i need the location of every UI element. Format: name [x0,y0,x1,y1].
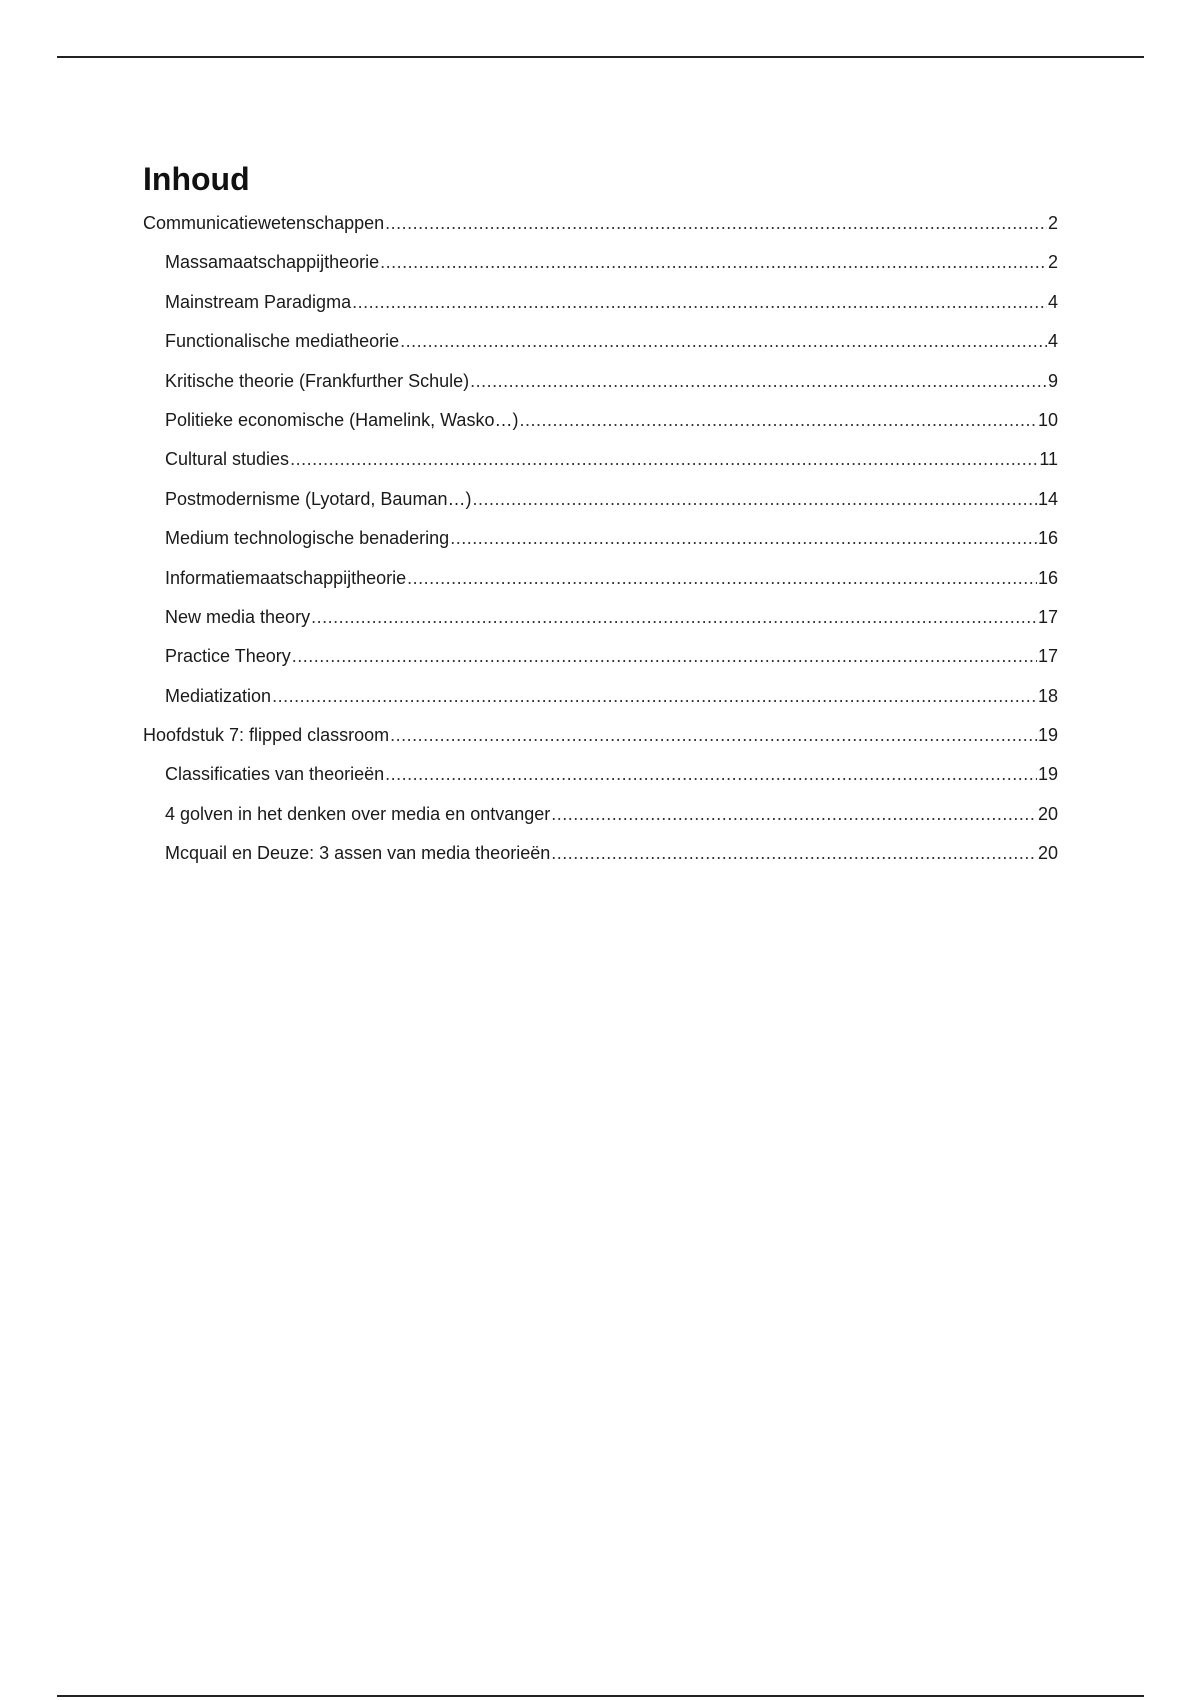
toc-dot-leader [385,763,1037,785]
toc-entry[interactable] [143,645,1058,684]
toc-entry-page-number[interactable]: 19 [1037,764,1058,785]
toc-entry-label[interactable]: Classificaties van theorieën [165,764,385,785]
footer-rule [57,1695,1144,1697]
toc-entry-page-number[interactable]: 20 [1037,803,1058,824]
toc-entry-page-number[interactable]: 4 [1047,331,1058,352]
toc-entry-label[interactable]: Postmodernisme (Lyotard, Bauman…) [165,488,472,509]
toc-entry-page-number[interactable]: 4 [1047,291,1058,312]
toc-entry-label[interactable]: Mcquail en Deuze: 3 assen van media theorieën [165,843,551,864]
toc-entry[interactable] [143,803,1058,842]
toc-dot-leader [470,370,1047,392]
toc-dot-leader [407,567,1037,589]
toc-entry-page-number[interactable]: 16 [1037,528,1058,549]
toc-dot-leader [551,842,1037,864]
toc-entry-page-number[interactable]: 9 [1047,370,1058,391]
toc-entry[interactable] [143,488,1058,527]
toc-entry-label[interactable]: Medium technologische benadering [165,528,450,549]
toc-entry-label[interactable]: Informatiemaatschappijtheorie [165,567,407,588]
table-of-contents [143,160,1058,882]
toc-entry[interactable] [143,606,1058,645]
toc-entry[interactable] [143,330,1058,369]
toc-entry[interactable] [143,448,1058,487]
toc-dot-leader [292,645,1037,667]
toc-entry-page-number[interactable]: 2 [1047,252,1058,273]
toc-entry-page-number[interactable]: 20 [1037,843,1058,864]
toc-entry-label[interactable]: Kritische theorie (Frankfurther Schule) [165,370,470,391]
toc-entry-label[interactable]: Functionalische mediatheorie [165,331,400,352]
toc-title: Inhoud [143,161,250,197]
toc-dot-leader [385,212,1047,234]
toc-dot-leader [272,685,1037,707]
toc-entry-label[interactable]: Mediatization [165,685,272,706]
toc-dot-leader [290,448,1038,470]
toc-entry[interactable] [143,724,1058,763]
toc-entry-label[interactable]: New media theory [165,606,311,627]
toc-list [143,212,1058,882]
toc-entry-page-number[interactable]: 10 [1037,409,1058,430]
toc-dot-leader [311,606,1037,628]
header-rule [57,56,1144,58]
toc-dot-leader [450,527,1037,549]
toc-entry[interactable] [143,685,1058,724]
toc-dot-leader [519,409,1037,431]
toc-entry-label[interactable]: Cultural studies [165,449,290,470]
toc-entry-label[interactable]: Communicatiewetenschappen [143,213,385,233]
toc-entry[interactable] [143,409,1058,448]
toc-entry-label[interactable]: Hoofdstuk 7: flipped classroom [143,725,390,746]
toc-entry[interactable] [143,842,1058,881]
toc-dot-leader [380,251,1047,273]
toc-entry-page-number[interactable]: 11 [1039,449,1058,470]
toc-entry-label[interactable]: 4 golven in het denken over media en ontvanger [165,803,551,824]
toc-entry[interactable] [143,370,1058,409]
toc-entry-page-number[interactable]: 2 [1047,213,1058,233]
toc-entry-page-number[interactable]: 14 [1037,488,1058,509]
toc-entry-label[interactable]: Massamaatschappijtheorie [165,252,380,273]
toc-entry[interactable] [143,763,1058,802]
toc-entry[interactable] [143,251,1058,290]
toc-dot-leader [352,291,1047,313]
toc-entry-page-number[interactable]: 18 [1037,685,1058,706]
toc-entry-page-number[interactable]: 19 [1037,725,1058,746]
toc-entry[interactable] [143,212,1058,251]
toc-entry-page-number[interactable]: 16 [1037,567,1058,588]
toc-entry-label[interactable]: Practice Theory [165,646,291,667]
toc-dot-leader [551,803,1037,825]
toc-entry[interactable] [143,567,1058,606]
toc-entry[interactable] [143,291,1058,330]
toc-entry-label[interactable]: Mainstream Paradigma [165,291,352,312]
toc-dot-leader [400,330,1047,352]
toc-dot-leader [472,488,1037,510]
toc-entry-label[interactable]: Politieke economische (Hamelink, Wasko…) [165,409,519,430]
toc-entry-page-number[interactable]: 17 [1037,646,1058,667]
toc-dot-leader [390,724,1037,746]
toc-entry[interactable] [143,527,1058,566]
toc-entry-page-number[interactable]: 17 [1037,606,1058,627]
